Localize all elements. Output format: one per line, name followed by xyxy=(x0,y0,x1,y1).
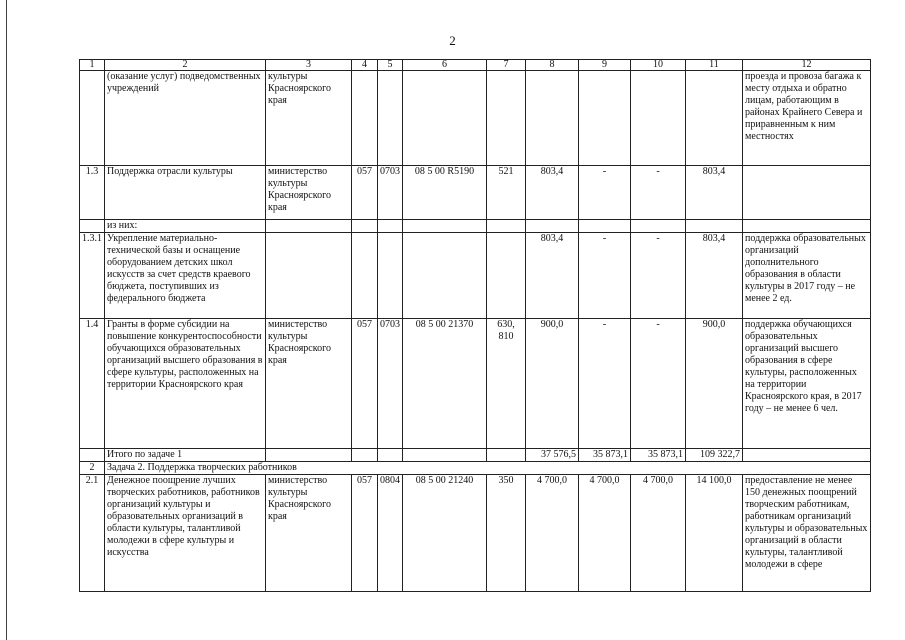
cell-amount: - xyxy=(579,319,631,449)
cell-code: 0703 xyxy=(378,166,403,220)
cell-code: 08 5 00 21240 xyxy=(403,475,487,592)
cell-grbs: министерство культуры Красноярского края xyxy=(266,475,352,592)
col-header: 9 xyxy=(579,60,631,71)
cell-code: 057 xyxy=(352,319,378,449)
cell-name: Денежное поощрение лучших творческих работников, работников организаций культуры и образовательных организаций в области культуры, талантливой молодежи в сфере культуры и искусства xyxy=(105,475,266,592)
cell-amount xyxy=(631,71,686,166)
cell-code xyxy=(487,233,526,319)
cell-amount: - xyxy=(579,166,631,220)
total-amount: 35 873,1 xyxy=(579,449,631,462)
header-row xyxy=(80,60,871,71)
cell-amount xyxy=(579,71,631,166)
cell-result: поддержка образовательных организаций дополнительного образования в области культуры в 2017 году – не менее 2 ед. xyxy=(743,233,871,319)
scan-edge-line xyxy=(6,0,7,640)
table-row xyxy=(80,475,871,592)
total-amount: 37 576,5 xyxy=(526,449,579,462)
cell-amount: 803,4 xyxy=(686,233,743,319)
cell-amount: - xyxy=(631,166,686,220)
cell-amount: 803,4 xyxy=(526,166,579,220)
cell-code: 08 5 00 21370 xyxy=(403,319,487,449)
cell-number: 1.4 xyxy=(80,319,105,449)
page-number: 2 xyxy=(449,33,456,48)
cell-amount xyxy=(686,71,743,166)
col-header: 11 xyxy=(686,60,743,71)
cell-amount: 4 700,0 xyxy=(579,475,631,592)
cell-amount: - xyxy=(631,319,686,449)
table-row xyxy=(80,220,871,233)
col-header: 12 xyxy=(743,60,871,71)
cell-result: проезда и провоза багажа к месту отдыха и обратно лицам, работающим в районах Крайнего Севера и приравненным к ним местностях xyxy=(743,71,871,166)
cell-code xyxy=(352,233,378,319)
col-header: 2 xyxy=(105,60,266,71)
cell-code xyxy=(403,233,487,319)
cell-code: 057 xyxy=(352,166,378,220)
cell-amount: 900,0 xyxy=(526,319,579,449)
total-amount: 109 322,7 xyxy=(686,449,743,462)
col-header: 3 xyxy=(266,60,352,71)
cell-amount: - xyxy=(631,233,686,319)
col-header: 5 xyxy=(378,60,403,71)
cell-number xyxy=(80,71,105,166)
table-row-total xyxy=(80,449,871,462)
budget-table xyxy=(79,59,871,592)
table-row-section xyxy=(80,462,871,475)
col-header: 10 xyxy=(631,60,686,71)
col-header: 7 xyxy=(487,60,526,71)
cell-number: 2.1 xyxy=(80,475,105,592)
cell-code xyxy=(378,233,403,319)
cell-grbs xyxy=(266,233,352,319)
col-header: 8 xyxy=(526,60,579,71)
cell-code: 0804 xyxy=(378,475,403,592)
col-header: 6 xyxy=(403,60,487,71)
cell-amount: 4 700,0 xyxy=(631,475,686,592)
cell-code: 08 5 00 R5190 xyxy=(403,166,487,220)
total-label: Итого по задаче 1 xyxy=(105,449,266,462)
cell-amount: 14 100,0 xyxy=(686,475,743,592)
cell-grbs: министерство культуры Красноярского края xyxy=(266,166,352,220)
cell-amount: 803,4 xyxy=(526,233,579,319)
cell-code: 630, 810 xyxy=(487,319,526,449)
cell-amount: 4 700,0 xyxy=(526,475,579,592)
cell-name: из них: xyxy=(105,220,266,233)
cell-code: 057 xyxy=(352,475,378,592)
cell-code xyxy=(403,71,487,166)
cell-code: 521 xyxy=(487,166,526,220)
cell-number: 1.3.1 xyxy=(80,233,105,319)
cell-amount: - xyxy=(579,233,631,319)
cell-result: предоставление не менее 150 денежных поощрений творческим работникам, работникам организаций культуры и образовательных организаций в области культуры, талантливой молодежи в сфере xyxy=(743,475,871,592)
section-title: Задача 2. Поддержка творческих работников xyxy=(105,462,871,475)
total-amount: 35 873,1 xyxy=(631,449,686,462)
table-row xyxy=(80,166,871,220)
cell-amount: 900,0 xyxy=(686,319,743,449)
table-row xyxy=(80,71,871,166)
cell-result: поддержка обучающихся образовательных организаций высшего образования в сфере культуры, расположенных на территории Красноярского края, в 2017 году – не менее 6 чел. xyxy=(743,319,871,449)
cell-code: 350 xyxy=(487,475,526,592)
cell-name: Поддержка отрасли культуры xyxy=(105,166,266,220)
col-header: 1 xyxy=(80,60,105,71)
cell-name: Укрепление материально-технической базы и оснащение оборудованием детских школ искусств за счет средств краевого бюджета, поступивших из федерального бюджета xyxy=(105,233,266,319)
cell-amount: 803,4 xyxy=(686,166,743,220)
table-row xyxy=(80,319,871,449)
table-row xyxy=(80,233,871,319)
cell-result xyxy=(743,166,871,220)
cell-name: Гранты в форме субсидии на повышение конкурентоспособности обучающихся образовательных организаций высшего образования в сфере культуры, расположенных на территории Красноярского края xyxy=(105,319,266,449)
cell-amount xyxy=(526,71,579,166)
cell-grbs: культуры Красноярского края xyxy=(266,71,352,166)
cell-name: (оказание услуг) подведомственных учреждений xyxy=(105,71,266,166)
cell-number: 2 xyxy=(80,462,105,475)
col-header: 4 xyxy=(352,60,378,71)
cell-code xyxy=(378,71,403,166)
cell-code xyxy=(487,71,526,166)
cell-code: 0703 xyxy=(378,319,403,449)
cell-number: 1.3 xyxy=(80,166,105,220)
cell-code xyxy=(352,71,378,166)
cell-grbs: министерство культуры Красноярского края xyxy=(266,319,352,449)
